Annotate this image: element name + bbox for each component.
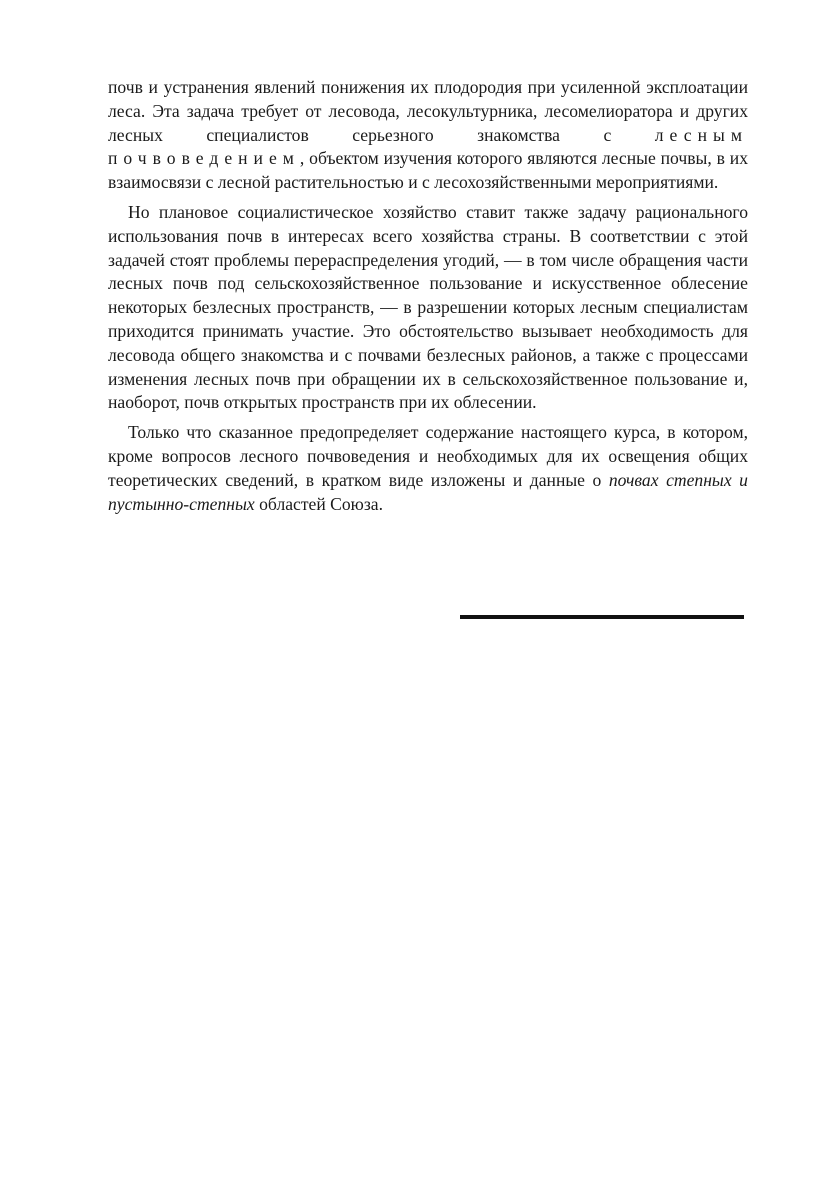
paragraph-1-segment-3: , объектом изучения которого являются лесные почвы, в их взаимосвязи с лесной растительностью и с лесохозяйственными мероприятиями.: [108, 148, 748, 193]
paragraph-3-segment-1: Только что сказанное предопределяет содержание настоящего курса, в котором, кроме вопросов лесного почвоведения и необходимых для их освещения общих теоретических сведений, в кратком виде изложены и данные о: [108, 422, 748, 490]
italic-term-stepnye-pochvy: почвах степных и пустынно-степных: [108, 469, 748, 514]
paragraph-1: [108, 76, 748, 195]
paragraph-3: [108, 421, 748, 516]
paragraph-1-segment-1: почв и устранения явлений понижения их плодородия при усиленной эксплоатации леса. Эта задача требует от лесовода, лесокультурника, лесомелиоратора и других лесных специалистов серьезного знакомства с: [108, 77, 748, 145]
paragraph-2-segment-1: Но плановое социалистическое хозяйство ставит также задачу рационального использования почв в интересах всего хозяйства страны. В соответствии с этой задачей стоят проблемы перераспределения угодий, — в том числе обращения части лесных почв под сельскохозяйственное пользование и искусственное облесение некоторых безлесных пространств, — в разрешении которых лесным специалистам приходится принимать участие. Это обстоятельство вызывает необходимость для лесовода общего знакомства и с почвами безлесных районов, а также с процессами изменения лесных почв при обращении их в сельскохозяйственное пользование и, наоборот, почв открытых пространств при их облесении.: [108, 201, 748, 413]
paragraph-2: [108, 201, 748, 415]
paragraph-3-segment-3: областей Союза.: [254, 493, 383, 514]
spaced-term-lesnym-pochvovedeniem: лесным почвоведением: [108, 124, 748, 169]
section-end-rule: [460, 615, 744, 619]
body-text: [108, 76, 748, 522]
